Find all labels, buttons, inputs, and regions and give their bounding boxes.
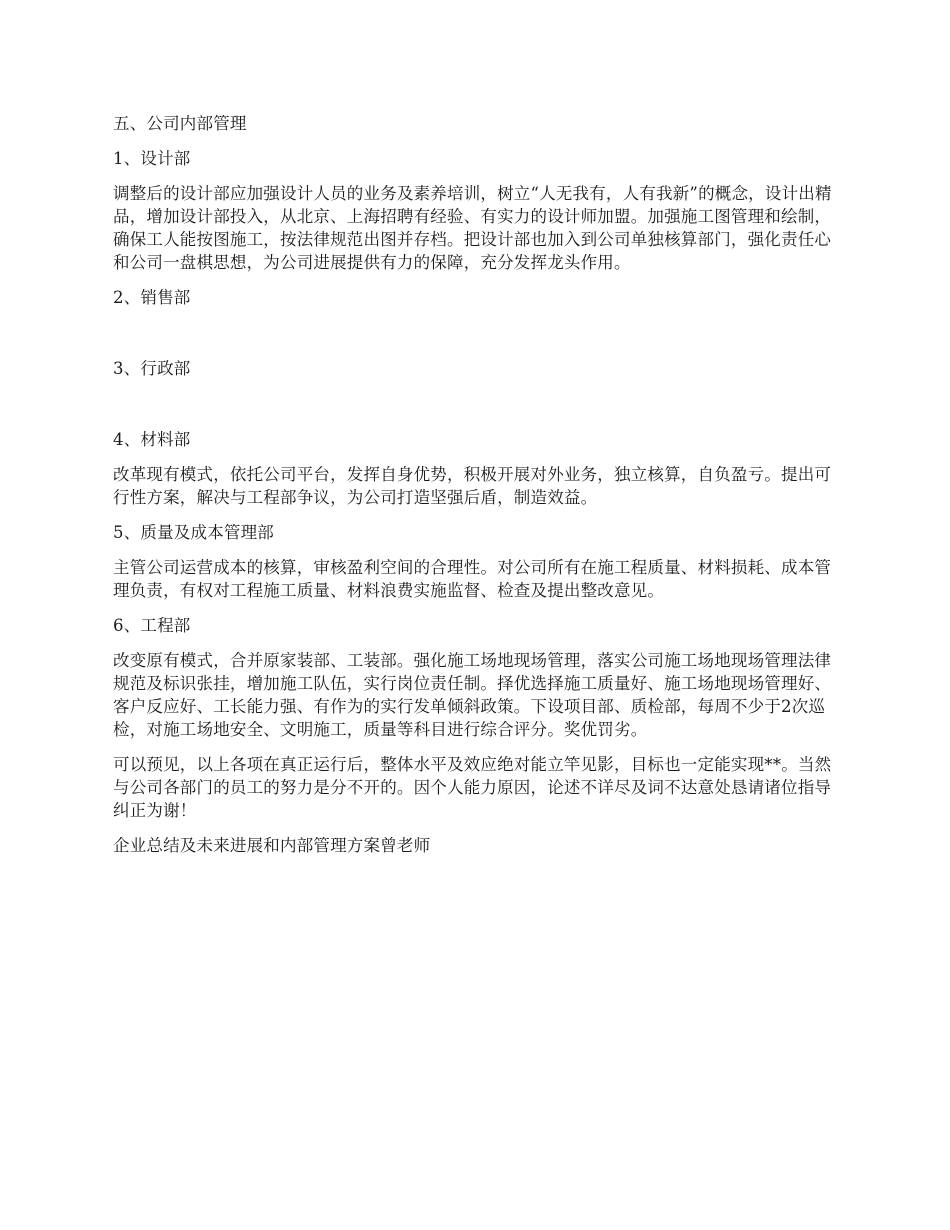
heading-materials-dept: 4、材料部 bbox=[113, 430, 191, 449]
section-title: 五、公司内部管理 bbox=[113, 114, 247, 133]
document-page bbox=[113, 112, 843, 857]
heading-sales-dept: 2、销售部 bbox=[113, 288, 191, 307]
heading-design-dept: 1、设计部 bbox=[113, 149, 191, 168]
footer-title: 企业总结及未来进展和内部管理方案曾老师 bbox=[113, 836, 431, 855]
body-materials-dept: 改革现有模式，依托公司平台，发挥自身优势，积极开展对外业务，独立核算，自负盈亏。提出可行性方案，解决与工程部争议，为公司打造坚强后盾，制造效益。 bbox=[113, 465, 832, 507]
heading-engineering-dept: 6、工程部 bbox=[113, 616, 191, 635]
body-design-dept: 调整后的设计部应加强设计人员的业务及素养培训，树立“人无我有，人有我新”的概念，设计出精品，增加设计部投入，从北京、上海招聘有经验、有实力的设计师加盟。加强施工图管理和绘制，确保工人能按图施工，按法律规范出图并存档。把设计部也加入到公司单独核算部门，强化责任心和公司一盘棋思想，为公司进展提供有力的保障，充分发挥龙头作用。 bbox=[113, 184, 832, 272]
conclusion-paragraph: 可以预见，以上各项在真正运行后，整体水平及效应绝对能立竿见影，目标也一定能实现**。当然与公司各部门的员工的努力是分不开的。因个人能力原因，论述不详尽及词不达意处恳请诸位指导纠正为谢！ bbox=[113, 755, 832, 820]
body-quality-cost-dept: 主管公司运营成本的核算，审核盈利空间的合理性。对公司所有在施工程质量、材料损耗、成本管理负责，有权对工程施工质量、材料浪费实施监督、检查及提出整改意见。 bbox=[113, 558, 832, 600]
body-engineering-dept: 改变原有模式，合并原家装部、工装部。强化施工场地现场管理，落实公司施工场地现场管理法律规范及标识张挂，增加施工队伍，实行岗位责任制。择优选择施工质量好、施工场地现场管理好、客户反应好、工长能力强、有作为的实行发单倾斜政策。下设项目部、质检部，每周不少于2次巡检，对施工场地安全、文明施工，质量等科目进行综合评分。奖优罚劣。 bbox=[113, 651, 832, 739]
heading-admin-dept: 3、行政部 bbox=[113, 359, 191, 378]
heading-quality-cost-dept: 5、质量及成本管理部 bbox=[113, 523, 274, 542]
